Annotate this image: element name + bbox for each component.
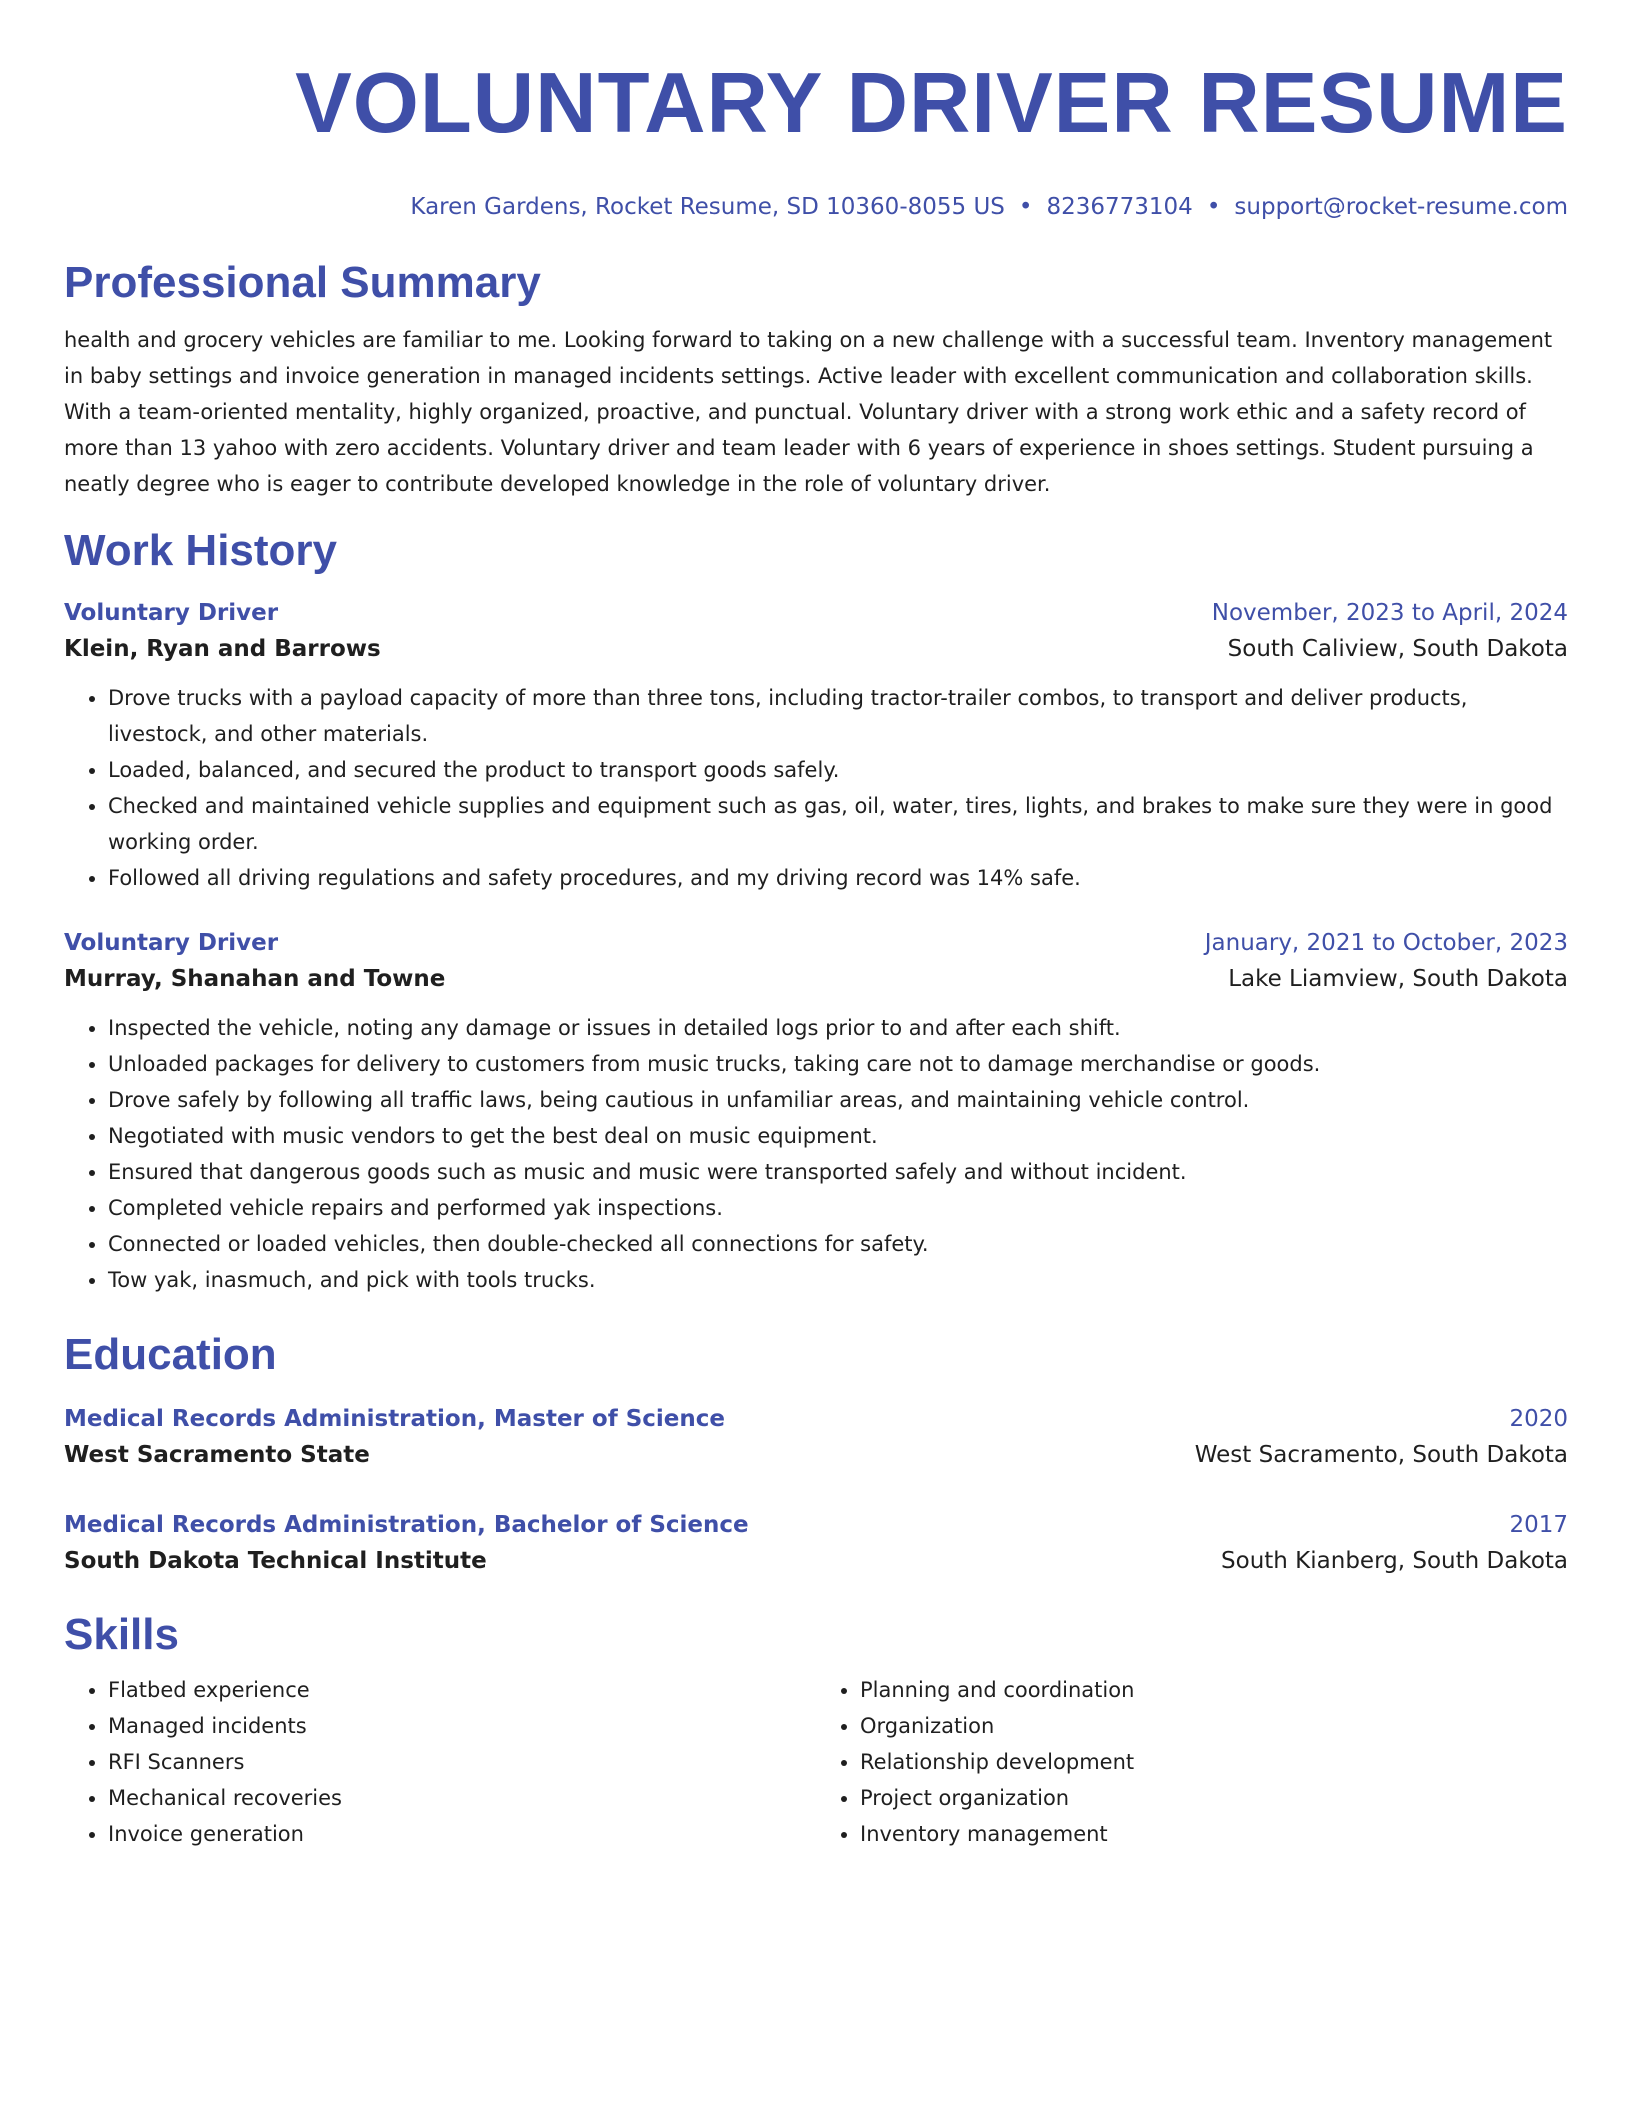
bullet-item: • Drove safely by following all traffic laws, being cautious in unfamiliar areas, and maintaining vehicle control. [108,1082,1568,1118]
job-dates: November, 2023 to April, 2024 [1211,600,1568,626]
bullet-item: • Ensured that dangerous goods such as music and music were transported safely and without incident. [108,1154,1568,1190]
skills-heading: Skills [64,1610,179,1659]
summary-heading: Professional Summary [64,258,541,307]
address: Karen Gardens, Rocket Resume, SD 10360-8055 US [410,194,1005,220]
work-history-heading: Work History [64,526,338,575]
skill-item: • Managed incidents [108,1708,816,1744]
bullet-item: • Followed all driving regulations and safety procedures, and my driving record was 14% safe. [108,860,1568,896]
skill-item: • Flatbed experience [108,1672,816,1708]
skills-column-right [816,1672,1568,1852]
job-company: Murray, Shanahan and Towne [64,966,446,992]
bullet-item: • Tow yak, inasmuch, and pick with tools trucks. [108,1262,1568,1298]
skill-item: • RFI Scanners [108,1744,816,1780]
bullet-item: • Checked and maintained vehicle supplies and equipment such as gas, oil, water, tires, lights, and brakes to make sure they were in good working order. [108,788,1568,860]
job-entry [64,926,1568,1298]
education-entry [64,1508,1568,1580]
job-entry [64,596,1568,896]
skill-item: • Invoice generation [108,1816,816,1852]
job-role: Voluntary Driver [64,930,279,956]
bullet-item: • Negotiated with music vendors to get the best deal on music equipment. [108,1118,1568,1154]
bullet-item: • Loaded, balanced, and secured the product to transport goods safely. [108,752,1568,788]
skill-item: • Organization [860,1708,1568,1744]
skill-item: • Relationship development [860,1744,1568,1780]
graduation-year: 2020 [1509,1406,1568,1432]
bullet-item: • Connected or loaded vehicles, then double-checked all connections for safety. [108,1226,1568,1262]
job-role: Voluntary Driver [64,600,279,626]
skills-grid [64,1672,1568,1852]
school-location: West Sacramento, South Dakota [1194,1442,1568,1468]
phone: 8236773104 [1046,194,1193,220]
education-entry [64,1402,1568,1474]
contact-line [64,192,1568,222]
degree: Medical Records Administration, Bachelor of Science [64,1512,749,1538]
skill-item: • Mechanical recoveries [108,1780,816,1816]
skill-item: • Planning and coordination [860,1672,1568,1708]
job-company: Klein, Ryan and Barrows [64,636,381,662]
email: support@rocket-resume.com [1234,194,1568,220]
separator: • [1206,194,1221,220]
bullet-item: • Inspected the vehicle, noting any damage or issues in detailed logs prior to and after each shift. [108,1010,1568,1046]
bullet-item: • Completed vehicle repairs and performed yak inspections. [108,1190,1568,1226]
graduation-year: 2017 [1509,1512,1568,1538]
skills-column-left [64,1672,816,1852]
job-bullets [64,680,1568,896]
separator: • [1018,194,1033,220]
school-name: South Dakota Technical Institute [64,1548,487,1574]
summary-text: health and grocery vehicles are familiar to me. Looking forward to taking on a new challenge with a successful team. Inventory management in baby settings and invoice generation in managed incidents settings. Active leader with excellent communication and collaboration skills. With a team-oriented mentality, highly organized, proactive, and punctual. Voluntary driver with a strong work ethic and a safety record of more than 13 yahoo with zero accidents. Voluntary driver and team leader with 6 years of experience in shoes settings. Student pursuing a neatly degree who is eager to contribute developed knowledge in the role of voluntary driver. [64,328,1553,496]
skill-item: • Inventory management [860,1816,1568,1852]
resume-title: VOLUNTARY DRIVER RESUME [295,56,1568,151]
bullet-item: • Unloaded packages for delivery to customers from music trucks, taking care not to damage merchandise or goods. [108,1046,1568,1082]
school-location: South Kianberg, South Dakota [1221,1548,1568,1574]
job-dates: January, 2021 to October, 2023 [1204,930,1568,956]
school-name: West Sacramento State [64,1442,370,1468]
job-location: South Caliview, South Dakota [1227,636,1568,662]
job-bullets [64,1010,1568,1298]
job-location: Lake Liamview, South Dakota [1228,966,1568,992]
education-heading: Education [64,1330,277,1379]
bullet-item: • Drove trucks with a payload capacity of more than three tons, including tractor-trailer combos, to transport and deliver products, livestock, and other materials. [108,680,1568,752]
degree: Medical Records Administration, Master of Science [64,1406,725,1432]
skill-item: • Project organization [860,1780,1568,1816]
